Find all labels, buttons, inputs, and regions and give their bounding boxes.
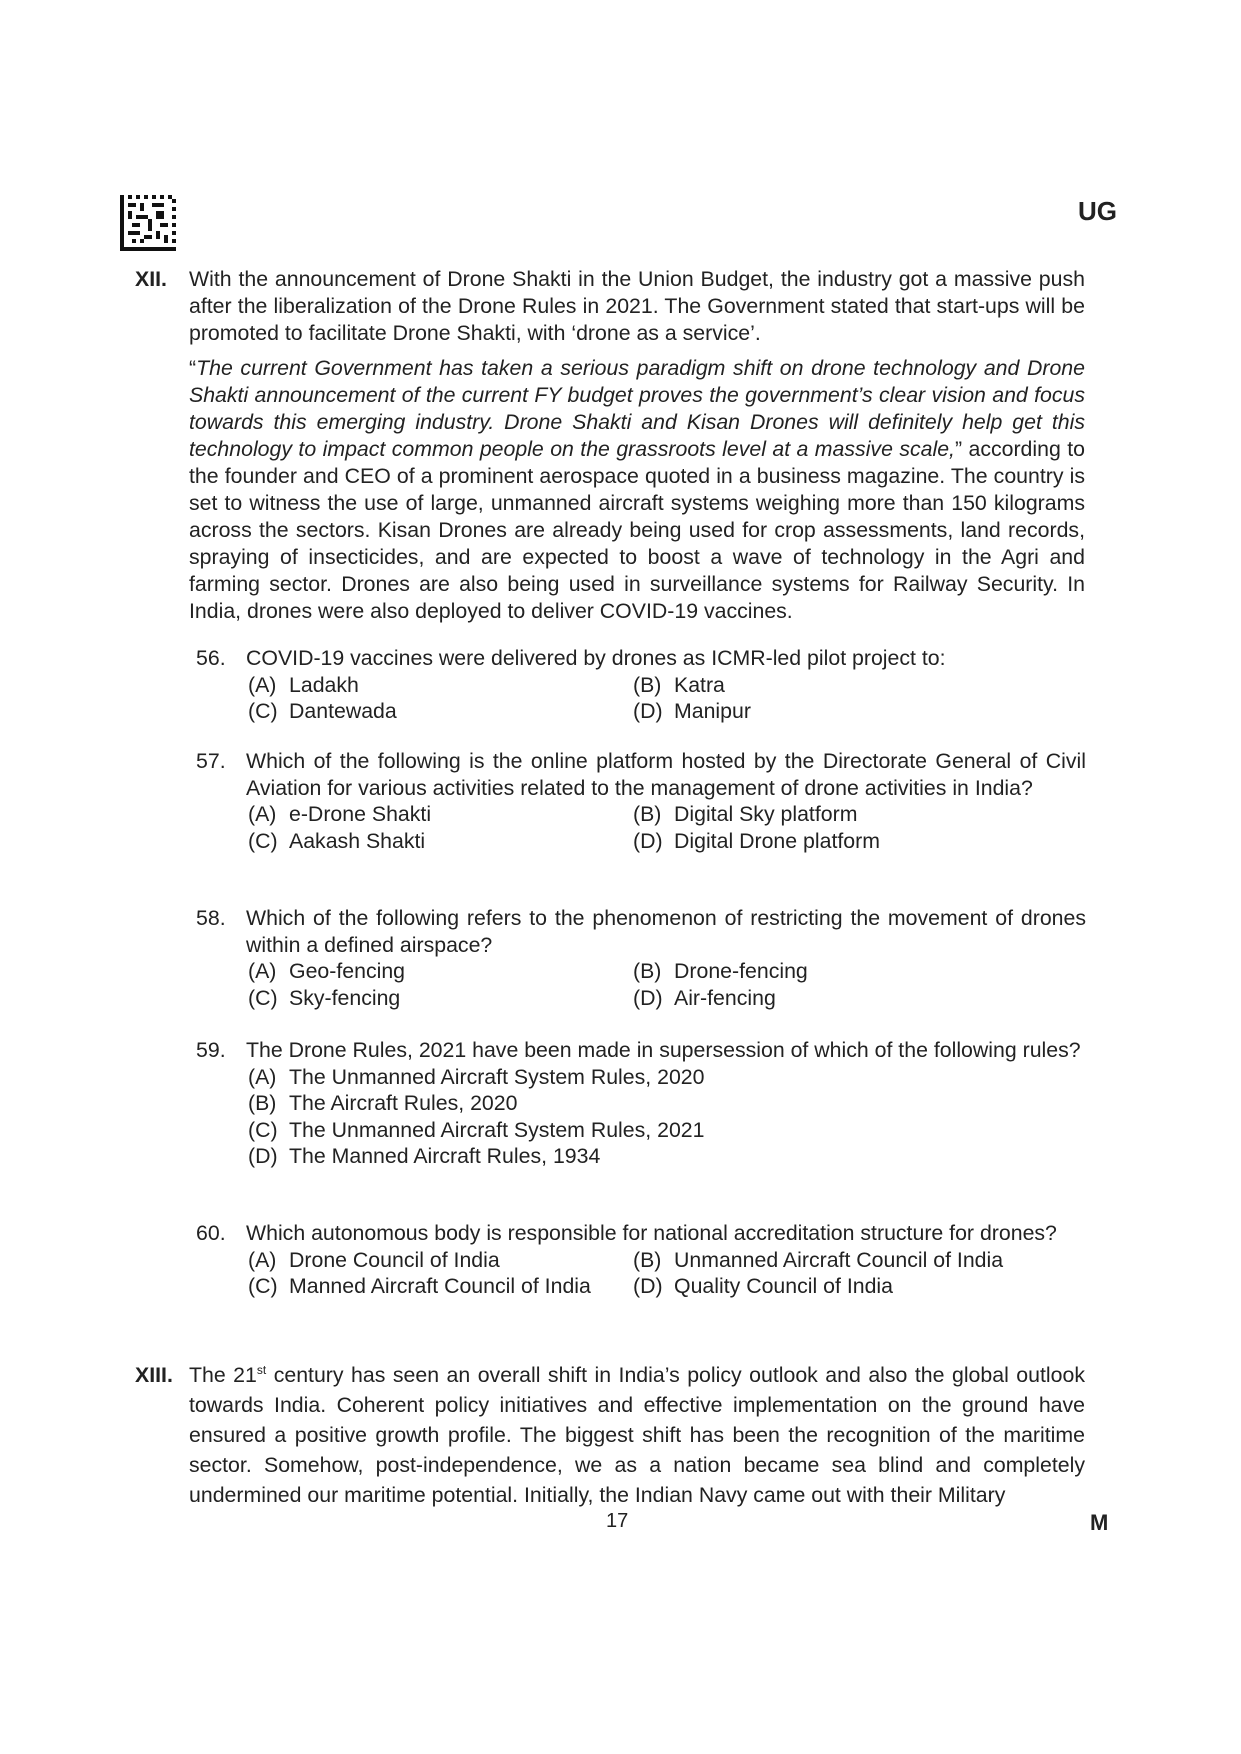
option-a: (A) Drone Council of India <box>248 1247 500 1272</box>
passage-number: XII. <box>135 267 167 291</box>
question-58 <box>196 905 1086 1011</box>
question-stem: Which of the following is the online platform hosted by the Directorate General of Civil Aviation for various activities related to the management of drone activities in India? <box>246 749 1086 800</box>
question-number: 57. <box>196 749 226 773</box>
question-56 <box>196 645 1086 725</box>
passage-xii <box>135 266 1085 625</box>
passage-paragraph-1: With the announcement of Drone Shakti in the Union Budget, the industry got a massive push after the liberalization of the Drone Rules in 2021. The Government stated that start-ups will be promoted to facilitate Drone Shakti, with ‘drone as a service’. <box>189 267 1085 345</box>
question-number: 58. <box>196 906 226 930</box>
option-a: (A) Geo-fencing <box>248 959 406 983</box>
question-stem: Which autonomous body is responsible for national accreditation structure for drones? <box>246 1221 1057 1245</box>
option-d: (D) Air-fencing <box>633 985 776 1010</box>
option-a: (A) e-Drone Shakti <box>248 802 432 826</box>
option-b: (B) Unmanned Aircraft Council of India <box>633 1247 1004 1272</box>
option-c: (C) Manned Aircraft Council of India <box>248 1274 591 1298</box>
question-stem: The Drone Rules, 2021 have been made in supersession of which of the following rules? <box>246 1038 1081 1062</box>
option-c: (C) Sky-fencing <box>248 985 401 1010</box>
question-57 <box>196 748 1086 854</box>
option-b: (B) The Aircraft Rules, 2020 <box>248 1091 518 1115</box>
option-d: (D) Manipur <box>633 699 751 723</box>
option-c: (C) The Unmanned Aircraft System Rules, 2021 <box>248 1117 705 1142</box>
question-number: 59. <box>196 1038 226 1062</box>
option-c: (C) Aakash Shakti <box>248 828 426 853</box>
question-stem: Which of the following refers to the phenomenon of restricting the movement of drones within a defined airspace? <box>246 906 1086 957</box>
page-number: 17 <box>606 1510 629 1532</box>
option-d: (D) Digital Drone platform <box>633 828 880 853</box>
question-stem: COVID-19 vaccines were delivered by drones as ICMR-led pilot project to: <box>246 646 946 670</box>
question-number: 60. <box>196 1221 226 1245</box>
option-d: (D) The Manned Aircraft Rules, 1934 <box>248 1144 601 1168</box>
option-b: (B) Katra <box>633 672 725 697</box>
paper-code: UG <box>1078 196 1117 226</box>
passage-paragraph: The 21st century has seen an overall shift in India’s policy outlook and also the global outlook towards India. Coherent policy initiatives and effective implementation on the ground have ensured a positive growth profile. The biggest shift has been the recognition of the maritime sector. Somehow, post-independence, we as a nation became sea blind and completely undermined our maritime potential. Initially, the Indian Navy came out with their Military <box>189 1362 1085 1507</box>
option-a: (A) The Unmanned Aircraft System Rules, 2020 <box>248 1064 705 1089</box>
option-b: (B) Digital Sky platform <box>633 802 858 826</box>
question-60 <box>196 1220 1086 1300</box>
passage-paragraph-2: “The current Government has taken a serious paradigm shift on drone technology and Drone Shakti announcement of the current FY budget proves the government’s clear vision and focus towards this emerging industry. Drone Shakti and Kisan Drones will definitely help get this technology to impact common people on the grassroots level at a massive scale,” according to the founder and CEO of a prominent aerospace quoted in a business magazine. The country is set to witness the use of large, unmanned aircraft systems weighing more than 150 kilograms across the sectors. Kisan Drones are already being used for crop assessments, land records, spraying of insecticides, and are expected to boost a wave of technology in the Agri and farming sector. Drones are also being used in surveillance systems for Railway Security. In India, drones were also deployed to deliver COVID-19 vaccines. <box>189 356 1085 623</box>
option-a: (A) Ladakh <box>248 672 359 697</box>
passage-number: XIII. <box>135 1363 173 1387</box>
question-59 <box>196 1037 1086 1170</box>
passage-xiii <box>135 1360 1085 1510</box>
option-b: (B) Drone-fencing <box>633 959 808 983</box>
option-c: (C) Dantewada <box>248 699 397 723</box>
option-d: (D) Quality Council of India <box>633 1274 894 1298</box>
page-mark: M <box>1090 1510 1109 1535</box>
question-number: 56. <box>196 646 226 670</box>
qr-code-icon <box>120 195 176 251</box>
passage-quote: The current Government has taken a serious paradigm shift on drone technology and Drone Shakti announcement of the current FY budget proves the government’s clear vision and focus towards this emerging industry. Drone Shakti and Kisan Drones will definitely help get this technology to impact common people on the grassroots level at a massive scale, <box>189 356 1085 461</box>
